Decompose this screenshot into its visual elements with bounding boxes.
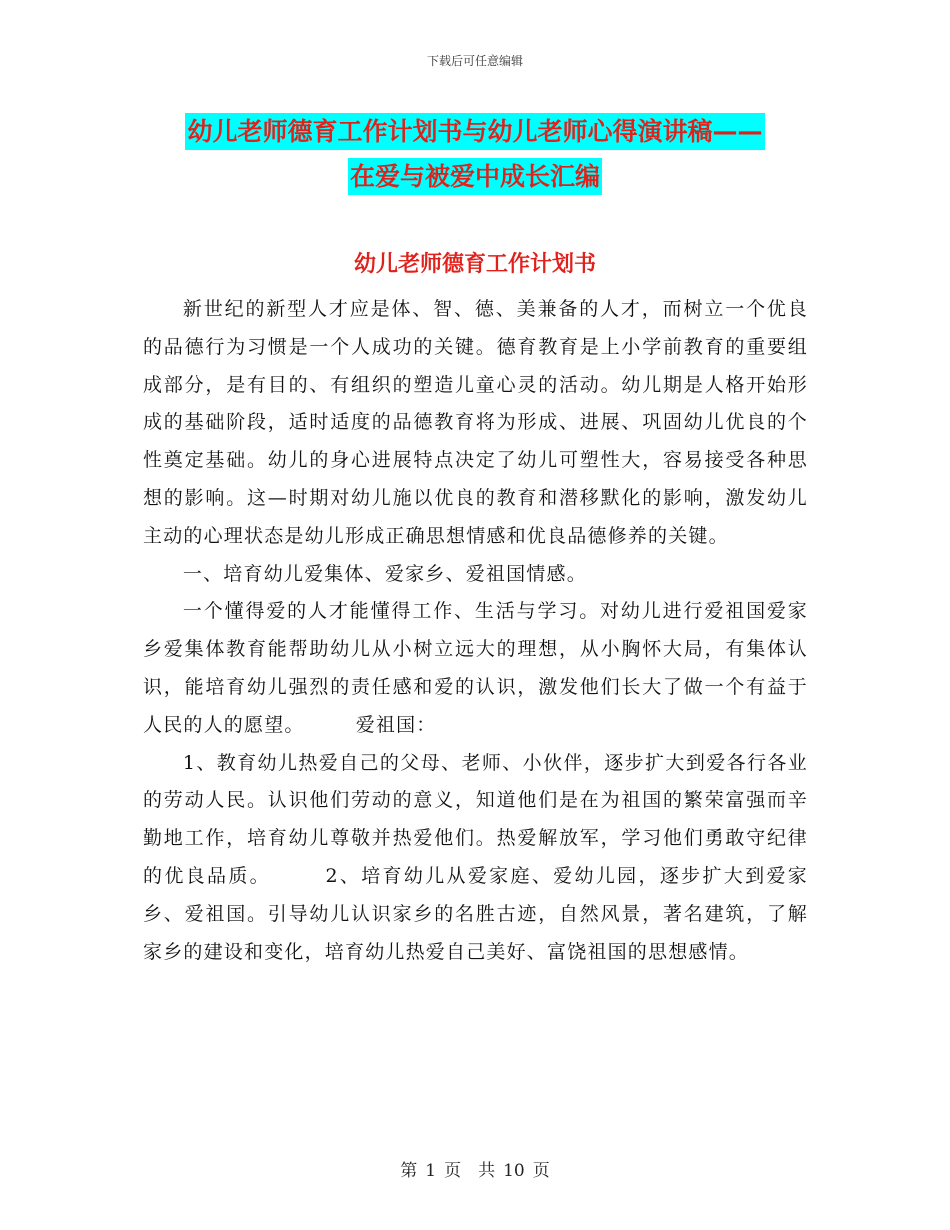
body-text (143, 291, 808, 971)
footer-prefix: 第 (400, 1161, 418, 1181)
document-title-text-1: 幼儿老师德育工作计划书与幼儿老师心得演讲稿—— (185, 113, 764, 150)
page-footer (0, 1156, 950, 1181)
paragraph: 一个懂得爱的人才能懂得工作、生活与学习。对幼儿进行爱祖国爱家乡爱集体教育能帮助幼儿从小树立远大的理想，从小胸怀大局，有集体认识，能培育幼儿强烈的责任感和爱的认识，激发他们长大了做一个有益于人民的人的愿望。 爱祖国： (143, 600, 808, 736)
header-note: 下载后可任意编辑 (426, 54, 523, 68)
footer-mid: 页 共 (444, 1161, 496, 1181)
document-title-line-1 (0, 112, 950, 148)
document-title-line-2 (0, 157, 950, 193)
footer-suffix: 页 (532, 1161, 550, 1181)
footer-total-pages: 10 (503, 1161, 525, 1181)
section-title: 幼儿老师德育工作计划书 (353, 252, 596, 277)
paragraph: 一、培育幼儿爱集体、爱家乡、爱祖国情感。 (182, 562, 587, 585)
document-title-text-2: 在爱与被爱中成长汇编 (348, 158, 602, 195)
paragraph: 1、教育幼儿热爱自己的父母、老师、小伙伴，逐步扩大到爱各行各业的劳动人民。认识他们劳动的意义，知道他们是在为祖国的繁荣富强而辛勤地工作，培育幼儿尊敬并热爱他们。热爱解放军，学习他们勇敢守纪律的优良品质。 2、培育幼儿从爱家庭、爱幼儿园，逐步扩大到爱家乡、爱祖国。引导幼儿认识家乡的名胜古迹，自然风景，著名建筑，了解家乡的建设和变化，培育幼儿热爱自己美好、富饶祖国的思想感情。 (143, 751, 808, 963)
footer-page-number: 1 (425, 1161, 437, 1181)
paragraph: 新世纪的新型人才应是体、智、德、美兼备的人才，而树立一个优良的品德行为习惯是一个人成功的关键。德育教育是上小学前教育的重要组成部分，是有目的、有组织的塑造儿童心灵的活动。幼儿期是人格开始形成的基础阶段，适时适度的品德教育将为形成、进展、巩固幼儿优良的个性奠定基础。幼儿的身心进展特点决定了幼儿可塑性大，容易接受各种思想的影响。这—时期对幼儿施以优良的教育和潜移默化的影响，激发幼儿主动的心理状态是幼儿形成正确思想情感和优良品德修养的关键。 (143, 298, 808, 547)
